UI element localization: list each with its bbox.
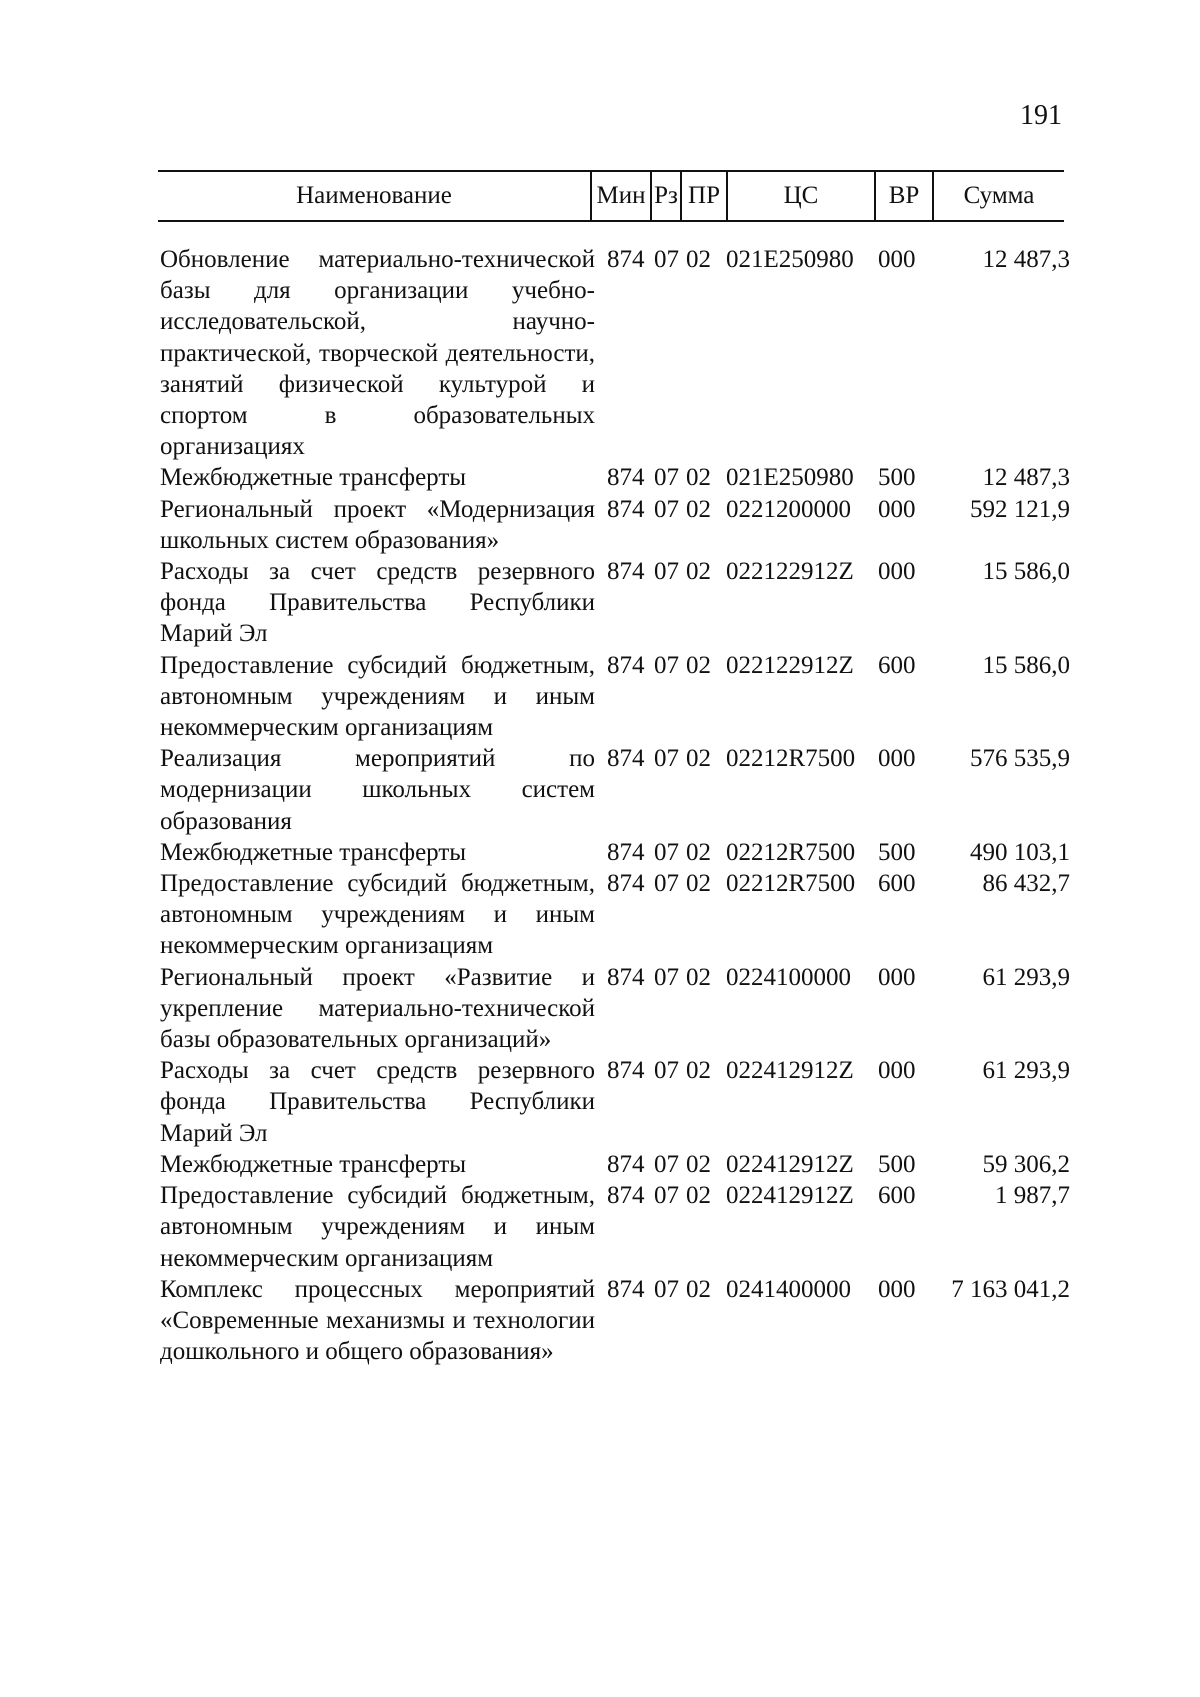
row-rz: 07: [654, 464, 679, 492]
row-codes: [607, 1149, 928, 1180]
table-body: [160, 244, 1080, 1367]
row-sum: 12 487,3: [982, 246, 1070, 273]
row-codes: [607, 837, 928, 868]
table-row: [160, 462, 1080, 493]
row-rz: 07: [654, 246, 679, 273]
row-pr: 02: [686, 495, 711, 523]
column-header-cs: ЦС: [726, 172, 874, 220]
table-header: [158, 170, 1064, 222]
row-pr: 02: [686, 1182, 711, 1210]
row-sum: 15 586,0: [982, 558, 1070, 586]
row-codes: [607, 1180, 928, 1211]
row-rz: 07: [654, 870, 679, 898]
row-sum: 12 487,3: [982, 464, 1070, 492]
row-min: 874: [607, 838, 645, 866]
row-cs: 0224100000: [726, 963, 851, 991]
row-vr: 600: [878, 1182, 916, 1210]
table-row: [160, 1274, 1080, 1368]
row-pr: 02: [686, 558, 711, 586]
row-cs: 0221200000: [726, 495, 851, 523]
row-pr: 02: [686, 1275, 711, 1303]
row-sum: 7 163 041,2: [951, 1275, 1070, 1303]
row-cs: 022412912Z: [726, 1182, 854, 1210]
row-cs: 0241400000: [726, 1275, 851, 1303]
row-cs: 022122912Z: [726, 651, 854, 679]
row-vr: 600: [878, 651, 916, 679]
row-pr: 02: [686, 838, 711, 866]
row-cs: 022412912Z: [726, 1150, 854, 1178]
row-pr: 02: [686, 464, 711, 492]
row-name: Реализация мероприятий по модернизации школьных систем образования: [160, 745, 595, 835]
row-name: Межбюджетные трансферты: [160, 464, 467, 492]
row-pr: 02: [686, 963, 711, 991]
row-codes: [607, 462, 928, 493]
row-min: 874: [607, 246, 645, 273]
row-name: Обновление материально-технической базы для организации учебно-исследовательской, научно-практической, творческой деятельности, занятий физической культурой и спортом в образовательных организациях: [160, 246, 595, 461]
row-vr: 000: [878, 246, 916, 273]
column-header-name: Наименование: [296, 182, 452, 209]
row-pr: 02: [686, 1057, 711, 1085]
row-rz: 07: [654, 558, 679, 586]
row-cs: 022122912Z: [726, 558, 854, 586]
row-vr: 000: [878, 558, 916, 586]
row-codes: [607, 743, 928, 774]
row-codes: [607, 494, 928, 525]
row-name: Расходы за счет средств резервного фонда Правительства Республики Марий Эл: [160, 558, 595, 648]
row-codes: [607, 556, 928, 587]
row-sum: 490 103,1: [970, 838, 1070, 866]
page-number: 191: [1020, 100, 1062, 131]
row-codes: [607, 1055, 928, 1086]
row-min: 874: [607, 495, 645, 523]
row-vr: 000: [878, 1057, 916, 1085]
row-pr: 02: [686, 651, 711, 679]
row-name: Региональный проект «Модернизация школьных систем образования»: [160, 495, 595, 554]
row-sum: 59 306,2: [982, 1150, 1070, 1178]
table-row: [160, 962, 1080, 1056]
row-sum: 592 121,9: [970, 495, 1070, 523]
row-vr: 000: [878, 1275, 916, 1303]
row-rz: 07: [654, 495, 679, 523]
row-cs: 021E250980: [726, 246, 854, 273]
row-sum: 1 987,7: [995, 1182, 1070, 1210]
table-row: [160, 1180, 1080, 1274]
row-min: 874: [607, 1275, 645, 1303]
row-codes: [607, 1274, 928, 1305]
table-row: [160, 868, 1080, 962]
row-name: Расходы за счет средств резервного фонда Правительства Республики Марий Эл: [160, 1057, 595, 1147]
row-sum: 61 293,9: [982, 963, 1070, 991]
row-name: Комплекс процессных мероприятий «Современные механизмы и технологии дошкольного и общего образования»: [160, 1275, 595, 1366]
row-rz: 07: [654, 1150, 679, 1178]
table-row: [160, 650, 1080, 744]
row-sum: 15 586,0: [982, 651, 1070, 679]
row-rz: 07: [654, 745, 679, 773]
row-codes: [607, 962, 928, 993]
table-row: [160, 556, 1080, 650]
row-min: 874: [607, 1057, 645, 1085]
row-name: Региональный проект «Развитие и укрепление материально-технической базы образовательных организаций»: [160, 963, 595, 1054]
table-row: [160, 1055, 1080, 1149]
row-min: 874: [607, 1150, 645, 1178]
row-rz: 07: [654, 1057, 679, 1085]
row-min: 874: [607, 651, 645, 679]
row-cs: 02212R7500: [726, 745, 856, 773]
row-rz: 07: [654, 1275, 679, 1303]
table-row: [160, 837, 1080, 868]
table-row: [160, 743, 1080, 837]
column-header-rz: Рз: [650, 172, 680, 220]
row-rz: 07: [654, 1182, 679, 1210]
table-row: [160, 244, 1080, 462]
row-name: Предоставление субсидий бюджетным, автономным учреждениям и иным некоммерческим организациям: [160, 651, 595, 742]
row-min: 874: [607, 963, 645, 991]
row-pr: 02: [686, 246, 711, 273]
row-sum: 576 535,9: [970, 745, 1070, 773]
row-vr: 600: [878, 870, 916, 898]
column-header-min: Мин: [590, 172, 650, 220]
row-cs: 02212R7500: [726, 870, 856, 898]
table-row: [160, 494, 1080, 556]
row-vr: 000: [878, 495, 916, 523]
row-sum: 61 293,9: [982, 1057, 1070, 1085]
row-rz: 07: [654, 963, 679, 991]
table-row: [160, 1149, 1080, 1180]
row-vr: 500: [878, 464, 916, 492]
row-cs: 02212R7500: [726, 838, 856, 866]
column-header-sum: Сумма: [932, 172, 1064, 220]
row-cs: 022412912Z: [726, 1057, 854, 1085]
row-name: Предоставление субсидий бюджетным, автономным учреждениям и иным некоммерческим организациям: [160, 870, 595, 960]
row-vr: 500: [878, 1150, 916, 1178]
row-pr: 02: [686, 1150, 711, 1178]
row-codes: [607, 244, 928, 275]
row-rz: 07: [654, 651, 679, 679]
row-min: 874: [607, 558, 645, 586]
row-min: 874: [607, 745, 645, 773]
row-name: Предоставление субсидий бюджетным, автономным учреждениям и иным некоммерческим организациям: [160, 1182, 595, 1272]
row-vr: 000: [878, 963, 916, 991]
row-vr: 000: [878, 745, 916, 773]
row-name: Межбюджетные трансферты: [160, 838, 467, 866]
row-vr: 500: [878, 838, 916, 866]
row-min: 874: [607, 870, 645, 898]
row-codes: [607, 868, 928, 899]
row-rz: 07: [654, 838, 679, 866]
column-header-pr: ПР: [680, 172, 726, 220]
row-codes: [607, 650, 928, 681]
column-header-vr: ВР: [874, 172, 932, 220]
row-name: Межбюджетные трансферты: [160, 1150, 467, 1178]
row-sum: 86 432,7: [982, 870, 1070, 898]
row-min: 874: [607, 464, 645, 492]
row-pr: 02: [686, 745, 711, 773]
row-min: 874: [607, 1182, 645, 1210]
row-pr: 02: [686, 870, 711, 898]
row-cs: 021E250980: [726, 464, 854, 492]
